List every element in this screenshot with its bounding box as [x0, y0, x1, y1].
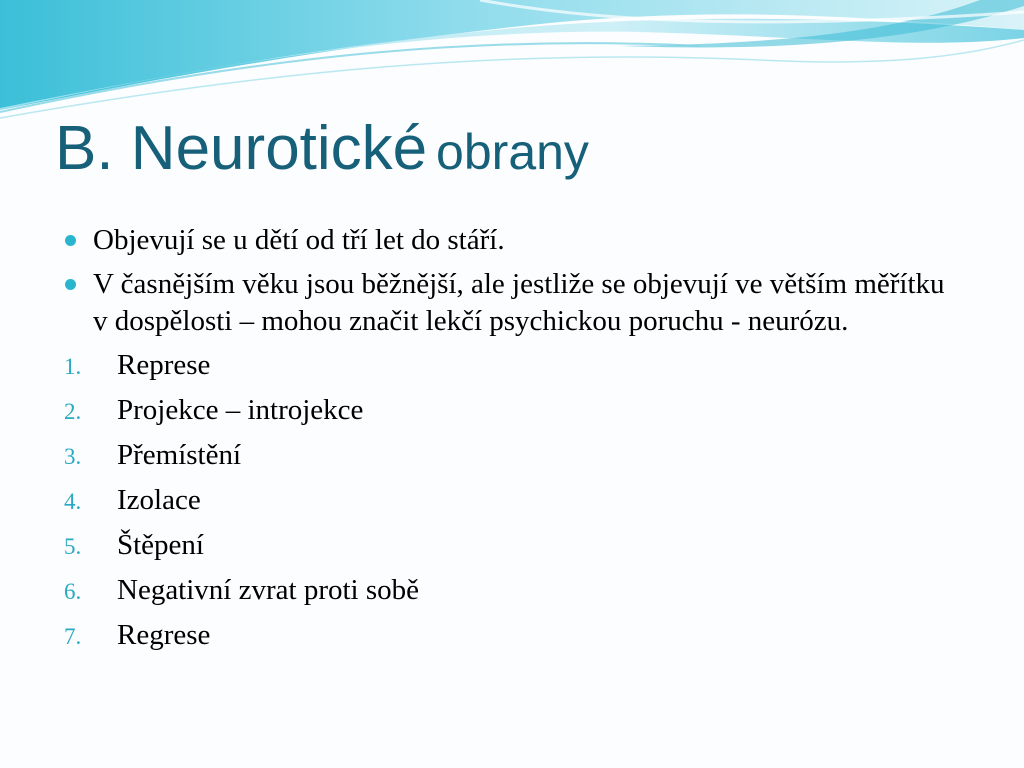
- bullet-text: Objevují se u dětí od tří let do stáří.: [93, 224, 505, 256]
- list-number: 2.: [64, 399, 82, 424]
- bullet-item: [62, 222, 962, 259]
- list-text: Regrese: [117, 619, 211, 651]
- list-item: [62, 347, 962, 392]
- bullet-text: V časnějším věku jsou běžnější, ale jestliže se objevují ve větším měřítku v dospělosti – mohou značit lekčí psychickou poruchu - neurózu.: [93, 268, 945, 337]
- slide-title: [55, 114, 589, 183]
- list-item: [62, 392, 962, 437]
- bullet-dot-icon: [65, 279, 76, 290]
- list-item: [62, 617, 962, 662]
- list-text: Štěpení: [117, 529, 204, 561]
- list-text: Represe: [117, 349, 211, 381]
- list-number: 4.: [64, 489, 82, 514]
- defense-list: [62, 347, 962, 662]
- list-number: 5.: [64, 534, 82, 559]
- list-number: 6.: [64, 579, 82, 604]
- bullet-item: [62, 266, 962, 340]
- list-number: 3.: [64, 444, 82, 469]
- bullet-dot-icon: [65, 235, 76, 246]
- list-number: 1.: [64, 354, 82, 379]
- title-sub: obrany: [436, 124, 589, 180]
- list-text: Přemístění: [117, 439, 242, 471]
- list-text: Projekce – introjekce: [117, 394, 364, 426]
- list-item: [62, 482, 962, 527]
- list-number: 7.: [64, 624, 82, 649]
- list-item: [62, 437, 962, 482]
- list-item: [62, 572, 962, 617]
- slide-content: [62, 222, 962, 662]
- header-wave-decoration: [0, 0, 1024, 130]
- list-item: [62, 527, 962, 572]
- list-text: Negativní zvrat proti sobě: [117, 574, 419, 606]
- title-main: B. Neurotické: [55, 114, 428, 183]
- list-text: Izolace: [117, 484, 201, 516]
